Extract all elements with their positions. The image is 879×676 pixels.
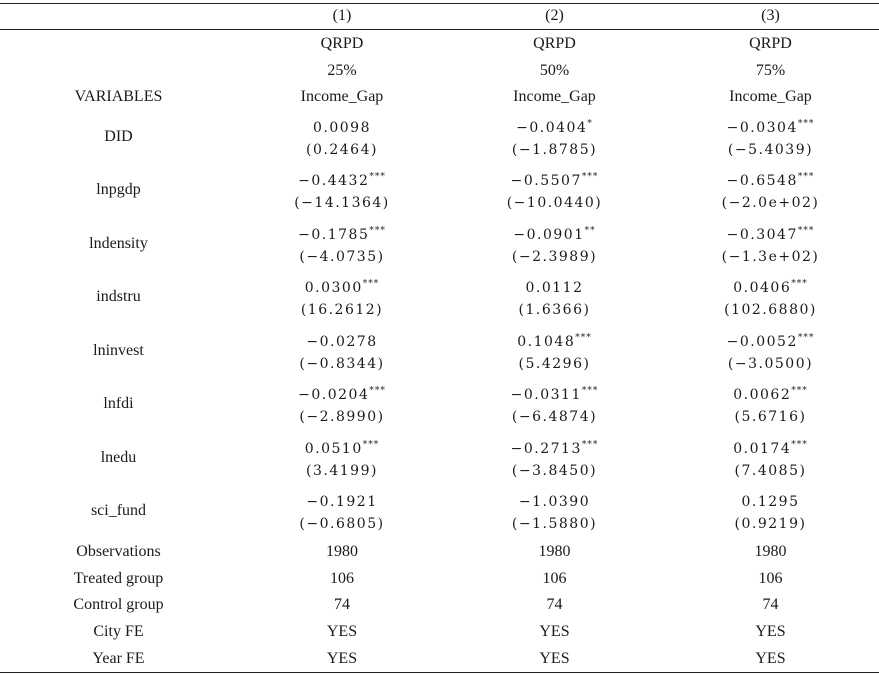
variable-name: lnedu <box>100 449 137 466</box>
footer-value: 1980 <box>754 543 787 560</box>
tstat-cell: (−1.3e+02) <box>721 249 820 265</box>
footer-value: 1980 <box>538 543 571 560</box>
tstat-cell: (−5.4039) <box>727 142 814 158</box>
tstat-cell: (0.2464) <box>306 142 378 158</box>
col-number: (1) <box>332 7 352 24</box>
footer-value: YES <box>326 650 358 667</box>
tstat-cell: (1.6366) <box>518 302 591 318</box>
dep-var-label: Income_Gap <box>729 88 812 105</box>
coef-cell: −0.0204*** <box>298 386 386 403</box>
tstat-cell: (−10.0440) <box>506 195 603 211</box>
variable-name: lninvest <box>93 342 144 359</box>
header-col-numbers-row <box>0 3 879 29</box>
col-number: (2) <box>545 7 564 24</box>
tstat-cell: (102.6880) <box>724 302 817 318</box>
footer-value: YES <box>539 650 570 667</box>
footer-label: Treated group <box>73 570 164 587</box>
coef-cell: −0.0304*** <box>726 119 815 136</box>
table-row <box>0 485 879 537</box>
significance-stars: *** <box>791 386 808 396</box>
coef-cell: −0.2713*** <box>510 440 599 457</box>
significance-stars: *** <box>797 119 815 129</box>
footer-row-city-fe <box>0 619 879 645</box>
coef-cell: −0.1785*** <box>298 226 386 243</box>
coef-cell: 0.0112 <box>525 280 584 296</box>
coef-cell: −0.6548*** <box>726 172 815 189</box>
footer-value: 74 <box>546 596 563 613</box>
coef-cell: 0.1048*** <box>517 333 592 350</box>
table-row <box>0 378 879 430</box>
coef-cell: −0.1921 <box>306 494 378 510</box>
coef-cell: −0.0311*** <box>510 386 599 403</box>
footer-label: Year FE <box>92 650 145 667</box>
dep-var-label: Income_Gap <box>300 88 384 105</box>
significance-stars: *** <box>362 440 380 450</box>
significance-stars: *** <box>581 172 599 182</box>
footer-row-observations <box>0 539 879 565</box>
header-method-row <box>0 31 879 57</box>
footer-label: Control group <box>73 596 164 613</box>
footer-value: 106 <box>330 570 354 587</box>
tstat-cell: (−0.6805) <box>299 516 385 532</box>
footer-value: 106 <box>758 570 783 587</box>
tstat-cell: (−0.8344) <box>299 356 385 372</box>
significance-stars: *** <box>369 226 386 236</box>
dep-var-label: Income_Gap <box>513 88 596 105</box>
coef-cell: −0.0278 <box>306 334 378 350</box>
coef-cell: −0.0404* <box>516 119 593 136</box>
significance-stars: *** <box>362 279 380 289</box>
variables-label: VARIABLES <box>74 88 163 105</box>
footer-label: Observations <box>76 543 161 560</box>
tstat-cell: (16.2612) <box>300 302 384 318</box>
coef-cell: 0.0062*** <box>733 386 808 403</box>
footer-value: 74 <box>762 596 779 613</box>
tstat-cell: (−14.1364) <box>294 195 390 211</box>
significance-stars: *** <box>581 386 599 396</box>
table-row <box>0 432 879 484</box>
method-label: QRPD <box>533 35 576 52</box>
significance-stars: *** <box>369 386 386 396</box>
significance-stars: ** <box>584 226 596 236</box>
significance-stars: *** <box>791 440 808 450</box>
tstat-cell: (−1.8785) <box>511 142 598 158</box>
coef-cell: −0.3047*** <box>726 226 815 243</box>
variable-name: sci_fund <box>90 502 147 519</box>
variable-name: lnfdi <box>103 395 134 412</box>
tstat-cell: (7.4085) <box>734 463 807 479</box>
variable-name: lndensity <box>89 235 148 252</box>
footer-row-treated <box>0 566 879 592</box>
table-row <box>0 325 879 377</box>
coef-cell: 0.0406*** <box>733 279 808 296</box>
header-quantile-row <box>0 58 879 84</box>
footer-value: 74 <box>334 596 350 613</box>
method-label: QRPD <box>749 35 792 52</box>
footer-value: YES <box>539 623 570 640</box>
coef-cell: 0.0098 <box>313 120 371 136</box>
tstat-cell: (−3.0500) <box>727 356 814 372</box>
significance-stars: *** <box>575 333 592 343</box>
footer-value: 1980 <box>326 543 358 560</box>
tstat-cell: (0.9219) <box>734 516 807 532</box>
significance-stars: *** <box>581 440 599 450</box>
footer-value: YES <box>326 623 358 640</box>
coef-cell: 0.0300*** <box>304 279 380 296</box>
significance-stars: * <box>587 119 593 129</box>
tstat-cell: (−2.3989) <box>511 249 598 265</box>
variable-name: indstru <box>96 288 141 305</box>
coef-cell: 0.0510*** <box>304 440 380 457</box>
tstat-cell: (−2.0e+02) <box>721 195 820 211</box>
coef-cell: −0.5507*** <box>510 172 599 189</box>
footer-row-year-fe <box>0 646 879 672</box>
tstat-cell: (−6.4874) <box>511 409 598 425</box>
tstat-cell: (5.6716) <box>734 409 807 425</box>
significance-stars: *** <box>791 279 808 289</box>
table-row <box>0 218 879 270</box>
coef-cell: −0.0901** <box>513 226 596 243</box>
variable-name: DID <box>104 128 133 145</box>
variable-name: lnpgdp <box>96 181 141 198</box>
tstat-cell: (−1.5880) <box>511 516 598 532</box>
quantile-label: 75% <box>755 62 786 79</box>
table-row <box>0 164 879 216</box>
significance-stars: *** <box>797 172 815 182</box>
table-bottom-rule <box>0 672 879 673</box>
coef-cell: 0.0174*** <box>733 440 808 457</box>
table-row <box>0 271 879 323</box>
tstat-cell: (−3.8450) <box>511 463 598 479</box>
quantile-label: 25% <box>327 62 357 79</box>
coef-cell: 0.1295 <box>741 494 800 510</box>
significance-stars: *** <box>797 333 815 343</box>
coef-cell: −0.4432*** <box>298 172 386 189</box>
significance-stars: *** <box>369 172 386 182</box>
footer-value: YES <box>755 623 786 640</box>
tstat-cell: (3.4199) <box>306 463 378 479</box>
header-depvar-row <box>0 84 879 110</box>
method-label: QRPD <box>320 35 364 52</box>
tstat-cell: (5.4296) <box>518 356 591 372</box>
footer-value: YES <box>755 650 786 667</box>
quantile-label: 50% <box>539 62 570 79</box>
tstat-cell: (−4.0735) <box>299 249 385 265</box>
table-header-rule <box>0 29 879 30</box>
footer-label: City FE <box>93 623 144 640</box>
footer-value: 106 <box>542 570 567 587</box>
tstat-cell: (−2.8990) <box>299 409 385 425</box>
significance-stars: *** <box>797 226 815 236</box>
col-number: (3) <box>761 7 780 24</box>
footer-row-control <box>0 592 879 618</box>
coef-cell: −0.0052*** <box>726 333 815 350</box>
coef-cell: −1.0390 <box>518 494 591 510</box>
table-row <box>0 111 879 163</box>
